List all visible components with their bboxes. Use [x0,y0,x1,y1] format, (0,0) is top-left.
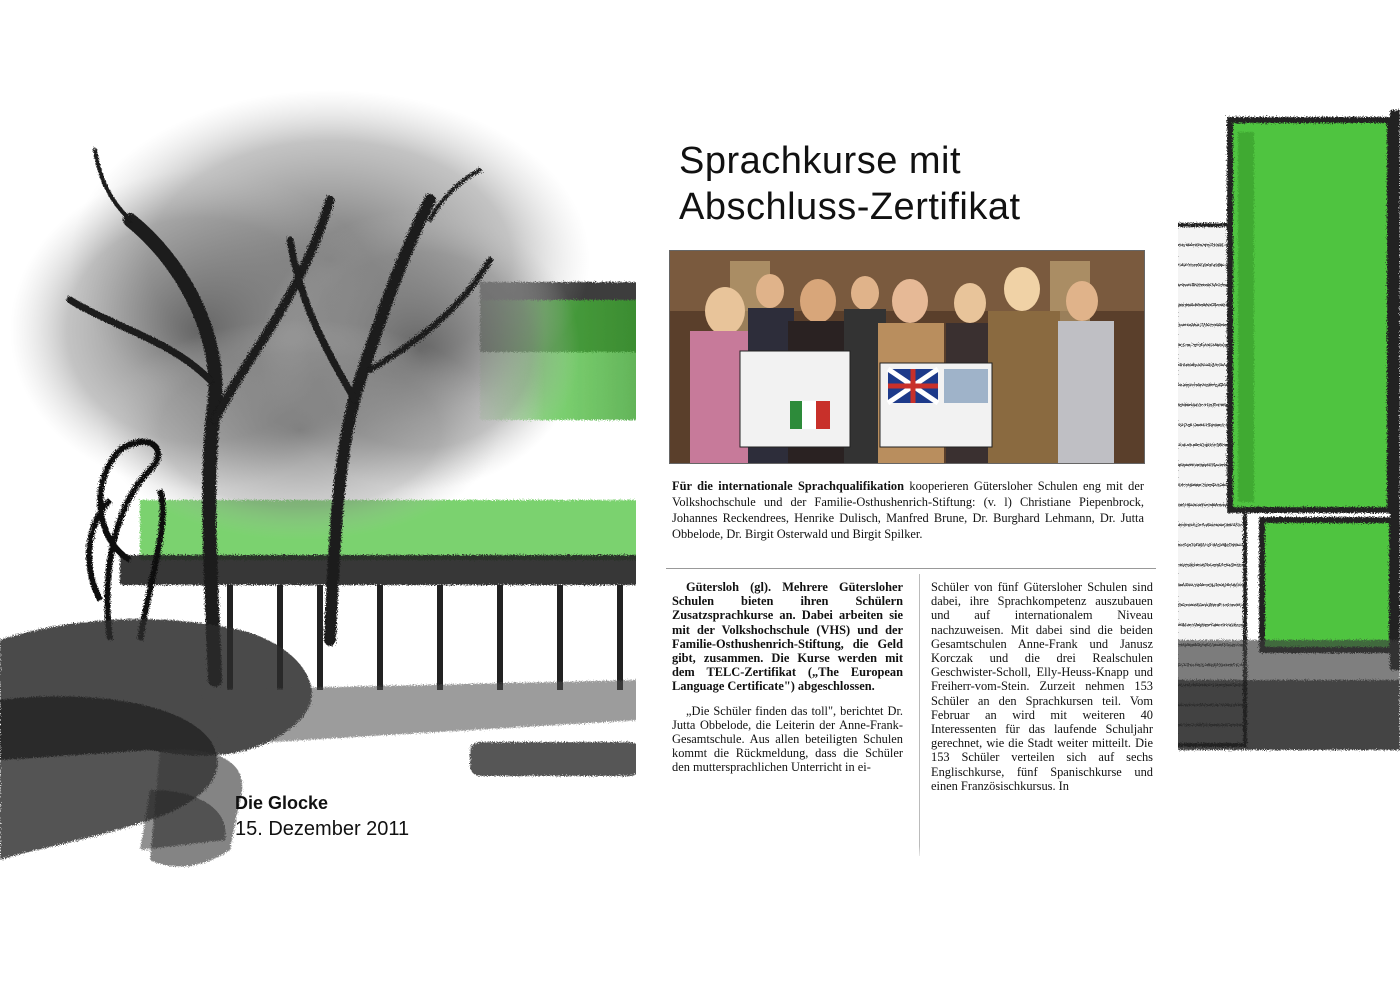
photo-caption [672,478,1144,542]
newspaper-clipping [636,122,1178,864]
article-paragraph-schools: Schüler von fünf Gütersloher Schulen sind dabei, ihre Sprachkompetenz auszubauen und auf internationalem Niveau nachzuweisen. Mit dabei sind die beiden Gesamtschulen Anne-Frank und Janusz Korczak und die drei Realschulen Geschwister-Scholl, Elly-Heuss-Knapp und Freiherr-vom-Stein. Zurzeit nehmen 153 Schüler an den Sprachkursen teil. Vom Februar an wird mit weiteren 40 Interessenten für das laufende Schuljahr gerechnet, wie die Stadt weiter mitteilt. Die 153 Schüler verteilen sich auf sechs Englischkurse, fünf Spanischkurse und einen Französischkursus. In [931,580,1153,793]
headline-line-1: Sprachkurse mit [679,140,962,182]
source-label [235,791,409,843]
publication-date: 15. Dezember 2011 [235,818,410,840]
article-column-2 [931,580,1153,793]
article-lead-paragraph: Gütersloh (gl). Mehrere Gütersloher Schulen bieten ihren Schülern Zusatzsprachkurse an. Dabei arbeiten sie mit der Volkshochschule (VHS) und der Familie-Osthushenrich-Stiftung, die Geld gibt, zusammen. Die Kurse werden mit dem TELC-Zertifikat („The European Language Certificate") abgeschlossen. [672,580,903,694]
caption-text: kooperieren Gütersloher Schulen eng mit der Volkshochschule und der Familie-Osthushenrich-Stiftung: (v. l) Christiane Piepenbrock, Johannes Reckendrees, Henrike Dulisch, Manfred Brune, Dr. Burghard Lehmann, Dr. Jutta Obbelode, Dr. Birgit Osterwald und Birgit Spilker. [672,479,1144,541]
caption-divider [666,568,1156,569]
article-paragraph-quote: „Die Schüler finden das toll", berichtet Dr. Jutta Obbelode, die Leiterin der Anne-Frank-Gesamtschule. Aus allen beteiligten Schulen kommt die Rückmeldung, dass die Schüler den muttersprachlichen Unterricht in ei- [672,703,903,775]
clipping-cutoff [666,846,1161,864]
newspaper-name: Die Glocke [235,793,329,813]
group-photo [669,250,1145,464]
article-column-1 [672,580,903,775]
headline-line-2: Abschluss-Zertifikat [679,186,1021,228]
right-building-sketch [1175,110,1400,750]
article-headline [679,138,1159,230]
column-separator [919,574,920,856]
caption-lead: Für die internationale Sprachqualifikation [672,479,905,493]
